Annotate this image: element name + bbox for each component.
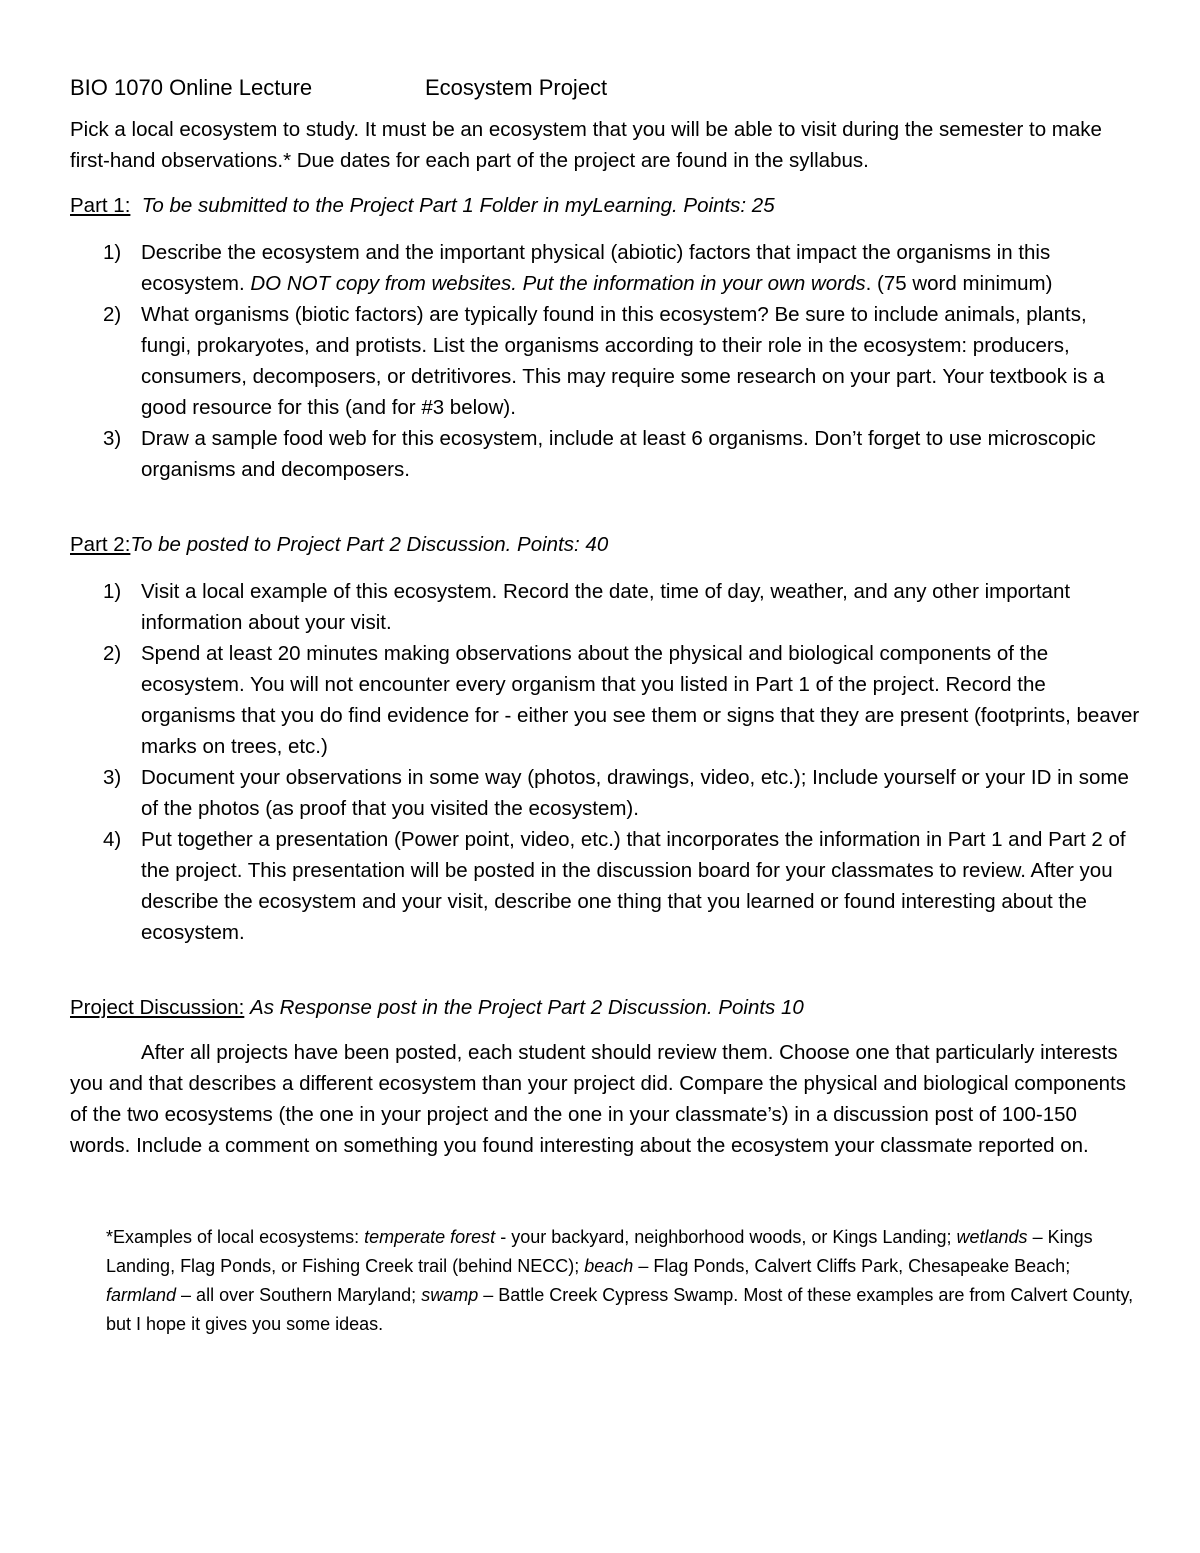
part2-list: [70, 576, 1140, 948]
footnote-example-name: farmland: [106, 1285, 177, 1305]
item-text-emphasis: DO NOT copy from websites. Put the information in your own words: [250, 272, 866, 295]
part2-heading: [70, 529, 1140, 560]
item-text: Describe the ecosystem and the important physical (abiotic) factors that impact the organisms in this ecosystem.: [141, 241, 1051, 295]
list-item: [70, 237, 1140, 299]
discussion-description: As Response post in the Project Part 2 Discussion. Points 10: [250, 996, 804, 1019]
list-item: [70, 762, 1140, 824]
item-text: Visit a local example of this ecosystem. Record the date, time of day, weather, and any other important information about your visit.: [141, 580, 1071, 634]
intro-paragraph: Pick a local ecosystem to study. It must be an ecosystem that you will be able to visit during the semester to make first-hand observations.* Due dates for each part of the project are found in the syllabus.: [70, 118, 1102, 172]
part1-label: Part 1:: [70, 194, 131, 217]
item-number: 2): [103, 303, 122, 326]
document-header: [70, 72, 1140, 104]
discussion-label: Project Discussion:: [70, 996, 245, 1019]
footnote: [70, 1223, 1140, 1339]
list-item: [70, 423, 1140, 485]
footnote-example-name: swamp: [421, 1285, 479, 1305]
discussion-heading: [70, 992, 1140, 1023]
item-text-end: . (75 word minimum): [865, 272, 1053, 295]
list-item: [70, 638, 1140, 762]
item-number: 4): [103, 828, 122, 851]
footnote-example-name: beach: [584, 1256, 634, 1276]
footnote-lead: *Examples of local ecosystems:: [106, 1227, 360, 1247]
footnote-example-text: - your backyard, neighborhood woods, or Kings Landing;: [500, 1227, 952, 1247]
footnote-example-text: – Battle Creek Cypress Swamp. Most of these examples are from Calvert County, but I hope it gives you some ideas.: [106, 1285, 1134, 1334]
item-number: 1): [103, 241, 122, 264]
list-item: [70, 824, 1140, 948]
discussion-body: After all projects have been posted, each student should review them. Choose one that particularly interests you and that describes a different ecosystem than your project did. Compare the physical and biological components of the two ecosystems (the one in your project and the one in your classmate’s) in a discussion post of 100-150 words. Include a comment on something you found interesting about the ecosystem your classmate reported on.: [70, 1041, 1126, 1157]
item-number: 3): [103, 427, 122, 450]
part1-heading: [70, 190, 1140, 221]
list-item: [70, 299, 1140, 423]
item-text: Put together a presentation (Power point, video, etc.) that incorporates the information in Part 1 and Part 2 of the project. This presentation will be posted in the discussion board for your classmates to review. After you describe the ecosystem and your visit, describe one thing that you learned or found interesting about the ecosystem.: [141, 828, 1126, 944]
footnote-example-name: wetlands: [956, 1227, 1028, 1247]
footnote-example-text: – all over Southern Maryland;: [181, 1285, 417, 1305]
footnote-example-text: – Flag Ponds, Calvert Cliffs Park, Chesapeake Beach;: [638, 1256, 1071, 1276]
item-text: Spend at least 20 minutes making observations about the physical and biological components of the ecosystem. You will not encounter every organism that you listed in Part 1 of the project. Record the organisms that you do find evidence for - either you see them or signs that they are present (footprints, beaver marks on trees, etc.): [141, 642, 1140, 758]
item-number: 1): [103, 580, 122, 603]
footnote-example-name: temperate forest: [364, 1227, 496, 1247]
item-text: What organisms (biotic factors) are typically found in this ecosystem? Be sure to include animals, plants, fungi, prokaryotes, and protists. List the organisms according to their role in the ecosystem: producers, consumers, decomposers, or detritivores. This may require some research on your part. Your textbook is a good resource for this (and for #3 below).: [141, 303, 1105, 419]
item-text: Draw a sample food web for this ecosystem, include at least 6 organisms. Don’t forget to use microscopic organisms and decomposers.: [141, 427, 1096, 481]
item-text: Document your observations in some way (photos, drawings, video, etc.); Include yourself or your ID in some of the photos (as proof that you visited the ecosystem).: [141, 766, 1129, 820]
document-body: [70, 72, 1140, 1339]
list-item: [70, 576, 1140, 638]
part1-description: To be submitted to the Project Part 1 Folder in myLearning. Points: 25: [141, 194, 775, 217]
course-title: BIO 1070 Online Lecture: [70, 75, 313, 100]
part2-description: To be posted to Project Part 2 Discussion. Points: 40: [130, 533, 609, 556]
item-number: 3): [103, 766, 122, 789]
part2-label: Part 2:: [70, 533, 131, 556]
item-number: 2): [103, 642, 122, 665]
project-title: Ecosystem Project: [425, 75, 608, 100]
part1-list: [70, 237, 1140, 485]
footnote-example-text: – Kings Landing, Flag Ponds, or Fishing Creek trail (behind NECC);: [106, 1227, 1093, 1276]
